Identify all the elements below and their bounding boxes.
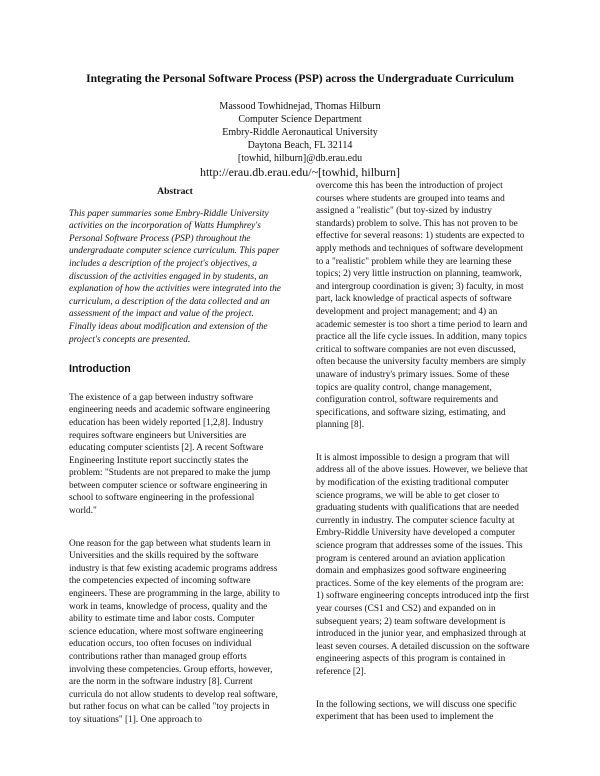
paper-title: Integrating the Personal Software Process (PSP) across the Undergraduate Curriculum [86, 72, 514, 85]
left-column [69, 186, 281, 740]
author-address: Daytona Beach, FL 32114 [247, 140, 353, 151]
author-block [100, 100, 500, 180]
intro-paragraph-2: One reason for the gap between what students learn in Universities and the skills required by the software industry is that few existing academic programs address the competencies expected of incoming software engineers. These are programming in the large, ability to work in teams, knowledge of process, quality and the ability to estimate time and labor costs. Computer science education, where most software engineering education occurs, too often focuses on individual contributions rather than managed group efforts involving these competencies. Group efforts, however, are the norm in the software industry [8]. Current curricula do not allow students to develop real software, but rather focus on what can be called "toy projects in toy situations" [1]. One approach to [69, 538, 280, 725]
right-paragraph-1: overcome this has been the introduction of project courses where students are grouped into teams and assigned a "realistic" (but toy-sized by industry standards) problem to solve. This has not proven to be effective for several reasons: 1) students are expected to apply methods and techniques of software development to a "realistic" problem while they are learning these topics; 2) very little instruction on planning, teamwork, and intergroup coordination is given; 3) faculty, in most part, lack knowledge of practical aspects of software development and project management; and 4) an academic semester is too short a time period to learn and practice all the life cycle issues. In addition, many topics critical to software companies are not even discussed, often because the university faculty members are simply unaware of industry's primary issues. Some of these topics are quality control, change management, configuration control, software requirements and specifications, and software sizing, estimating, and planning [8]. [316, 181, 528, 431]
author-email: [towhid, hilburn]@db.erau.edu [237, 153, 363, 164]
author-university: Embry-Riddle Aeronautical University [222, 127, 378, 138]
right-paragraph-3: In the following sections, we will discuss one specific experiment that has been used to implement the [316, 699, 517, 723]
intro-paragraph-1: The existence of a gap between industry software engineering needs and academic software engineering education has been widely reported [1,2,8]. Industry requires software engineers but Universities are educating computer scientists [2]. A recent Software Engineering Institute report succinctly states the problem: "Students are not prepared to make the jump between computer science or software engineering in school to software engineering in the professional world." [69, 392, 271, 517]
introduction-heading: Introduction [69, 363, 131, 376]
abstract-text: This paper summaries some Embry-Riddle University activities on the incorporation of Watts Humphrey's Personal Software Process (PSP) throughout the undergraduate computer science curriculum. This paper includes a description of the project's objectives, a discussion of the activities engaged in by students, an explanation of how the activities were integrated into the curriculum, a description of the data collected and an assessment of the impact and value of the project. Finally ideas about modification and extension of the project's concepts are presented. [69, 208, 281, 345]
author-names: Massood Towhidnejad, Thomas Hilburn [219, 101, 381, 112]
author-url: http://erau.db.erau.edu/~[towhid, hilburn] [199, 165, 401, 179]
right-column [316, 180, 531, 737]
abstract-heading: Abstract [157, 186, 193, 197]
right-paragraph-2: It is almost impossible to design a program that will address all of the above issues. However, we believe that by modification of the existing traditional computer science programs, we will be able to get closer to graduating students with qualifications that are needed currently in industry. The computer science faculty at Embry-Riddle University have developed a computer science program that addresses some of the issues. This program is centered around an aviation application domain and emphasizes good software engineering practices. Some of the key elements of the program are: 1) software engineering concepts introduced intp the first year courses (CS1 and CS2) and expanded on in subsequent years; 2) team software development is introduced in the junior year, and emphasized through at least seven courses. A detailed discussion on the software engineering aspects of this program is contained in reference [2]. [316, 452, 530, 677]
author-department: Computer Science Department [238, 114, 362, 125]
